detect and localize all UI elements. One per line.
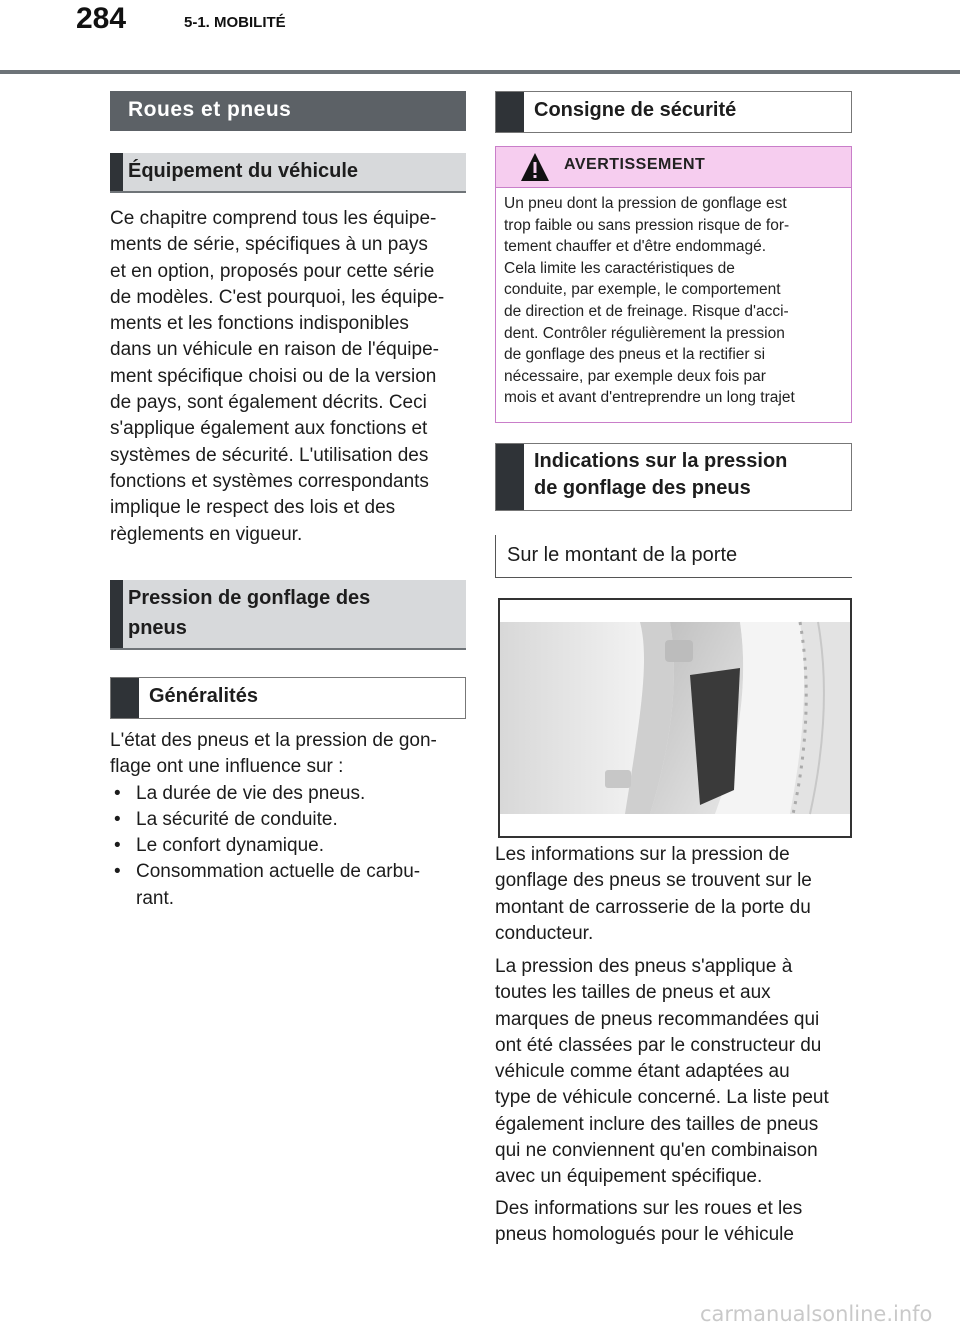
info-paragraph-3 bbox=[495, 1196, 855, 1249]
heading-consigne-text: Consigne de sécurité bbox=[534, 99, 737, 121]
heading-pression-text bbox=[128, 583, 370, 643]
text-line: pneus homologués pour le véhicule bbox=[495, 1224, 794, 1246]
text-line: ont été classées par le constructeur du bbox=[495, 1034, 822, 1056]
subheading-montant-text: Sur le montant de la porte bbox=[507, 544, 738, 566]
watermark: carmanualsonline.info bbox=[700, 1302, 933, 1326]
bullet-continuation: rant. bbox=[136, 887, 175, 909]
heading-accent-bar bbox=[110, 153, 123, 191]
text-line: tement chauffer et d'être endommagé. bbox=[504, 238, 767, 256]
text-line: fonctions et systèmes correspondants bbox=[110, 470, 429, 492]
text-line: marques de pneus recommandées qui bbox=[495, 1008, 820, 1030]
text-line: nécessaire, par exemple deux fois par bbox=[504, 367, 766, 385]
heading-line: Indications sur la pression bbox=[534, 450, 788, 472]
text-line: L'état des pneus et la pression de gon- bbox=[110, 730, 437, 751]
text-line: systèmes de sécurité. L'utilisation des bbox=[110, 444, 429, 466]
heading-accent-bar bbox=[110, 580, 123, 648]
text-line: type de véhicule concerné. La liste peut bbox=[495, 1087, 829, 1109]
text-line: de pays, sont également décrits. Ceci bbox=[110, 392, 427, 414]
warning-title: AVERTISSEMENT bbox=[564, 156, 706, 173]
door-pillar-illustration bbox=[498, 598, 852, 838]
text-line: Cela limite les caractéristiques de bbox=[504, 259, 735, 277]
warning-header bbox=[496, 147, 851, 188]
text-line: Des informations sur les roues et les bbox=[495, 1198, 803, 1219]
heading-line: pneus bbox=[128, 617, 187, 639]
text-line: également inclure des tailles de pneus bbox=[495, 1113, 819, 1135]
page-number: 284 bbox=[76, 2, 127, 35]
text-line: La pression des pneus s'applique à bbox=[495, 956, 793, 977]
text-line: gonflage des pneus se trouvent sur le bbox=[495, 870, 812, 892]
text-line: véhicule comme étant adaptées au bbox=[495, 1061, 790, 1083]
warning-triangle-icon bbox=[520, 151, 550, 183]
heading-equipement bbox=[110, 153, 466, 193]
heading-generalites-text: Généralités bbox=[149, 685, 258, 707]
heading-accent-bar bbox=[496, 92, 524, 132]
text-line: qui ne conviennent qu'en combinaison bbox=[495, 1140, 818, 1162]
heading-line: de gonflage des pneus bbox=[534, 477, 751, 499]
info-paragraph-2 bbox=[495, 954, 855, 1191]
text-line: et en option, proposés pour cette série bbox=[110, 260, 435, 282]
text-line: Les informations sur la pression de bbox=[495, 844, 790, 865]
heading-line: Pression de gonflage des bbox=[128, 587, 371, 609]
text-line: Ce chapitre comprend tous les équipe- bbox=[110, 208, 437, 229]
text-line: mois et avant d'entreprendre un long trajet bbox=[504, 389, 795, 407]
text-line: conducteur. bbox=[495, 922, 594, 944]
heading-equipement-text: Équipement du véhicule bbox=[128, 160, 359, 182]
text-line: ments et les fonctions indisponibles bbox=[110, 313, 409, 335]
text-line: règlements en vigueur. bbox=[110, 523, 303, 545]
warning-text bbox=[504, 193, 844, 409]
bullet-item: • Le confort dynamique. bbox=[110, 833, 470, 859]
heading-indications bbox=[495, 443, 852, 511]
text-line: ments de série, spécifiques à un pays bbox=[110, 234, 428, 256]
generalites-content bbox=[110, 728, 470, 912]
door-pillar-drawing bbox=[500, 600, 850, 836]
text-line: trop faible ou sans pression risque de for- bbox=[504, 216, 790, 234]
text-line: s'applique également aux fonctions et bbox=[110, 418, 428, 440]
header-divider bbox=[0, 70, 960, 74]
text-line: dent. Contrôler régulièrement la pression bbox=[504, 324, 785, 342]
heading-generalites bbox=[110, 677, 466, 719]
text-line: de modèles. C'est pourquoi, les équipe- bbox=[110, 286, 445, 308]
text-line: montant de carrosserie de la porte du bbox=[495, 896, 811, 918]
chapter-title-bar bbox=[110, 91, 466, 131]
heading-accent-bar bbox=[111, 678, 139, 718]
text-line: implique le respect des lois et des bbox=[110, 497, 396, 519]
chapter-title: Roues et pneus bbox=[128, 98, 292, 121]
subheading-montant bbox=[495, 535, 852, 578]
text-line: toutes les tailles de pneus et aux bbox=[495, 982, 771, 1004]
bullet-item: • Consommation actuelle de carbu- bbox=[110, 859, 470, 885]
bullet-item: • La durée de vie des pneus. bbox=[110, 781, 470, 807]
heading-indications-text bbox=[534, 448, 787, 502]
bullet-item: • La sécurité de conduite. bbox=[110, 807, 470, 833]
warning-box bbox=[495, 146, 852, 423]
equipement-paragraph bbox=[110, 206, 470, 548]
info-paragraph-1 bbox=[495, 842, 855, 947]
text-line: conduite, par exemple, le comportement bbox=[504, 281, 781, 299]
text-line: de gonflage des pneus et la rectifier si bbox=[504, 346, 766, 364]
heading-pression bbox=[110, 580, 466, 650]
text-line: Un pneu dont la pression de gonflage est bbox=[504, 195, 787, 212]
text-line: de direction et de freinage. Risque d'acci- bbox=[504, 302, 789, 320]
text-line: dans un véhicule en raison de l'équipe- bbox=[110, 339, 439, 361]
heading-accent-bar bbox=[496, 444, 524, 510]
heading-consigne bbox=[495, 91, 852, 133]
text-line: avec un équipement spécifique. bbox=[495, 1166, 763, 1188]
text-line: flage ont une influence sur : bbox=[110, 756, 344, 778]
section-label: 5-1. MOBILITÉ bbox=[184, 14, 286, 31]
text-line: ment spécifique choisi ou de la version bbox=[110, 365, 437, 387]
